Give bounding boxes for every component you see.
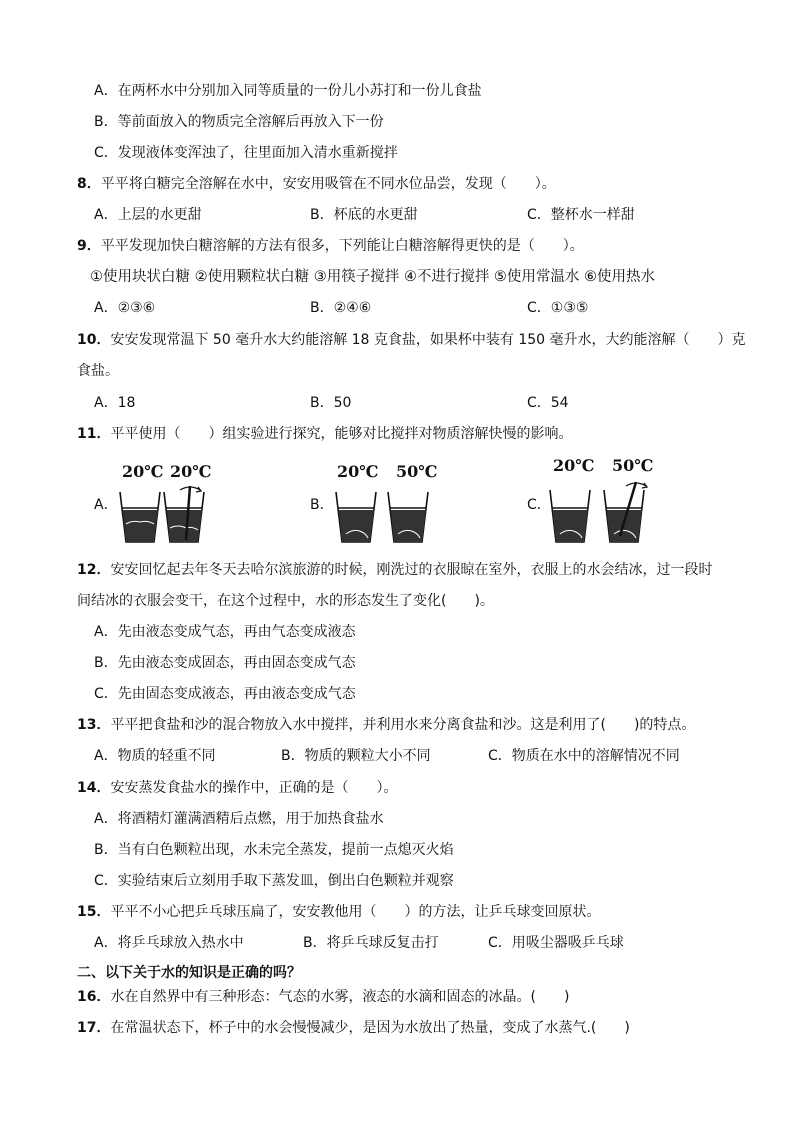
q9-text: 平平发现加快白糖溶解的方法有很多，下列能让白糖溶解得更快的是（ ）。 xyxy=(100,238,584,254)
q8-text: 平平将白糖完全溶解在水中，安安用吸管在不同水位品尝，发现（ ）。 xyxy=(100,176,556,192)
q12-stem xyxy=(77,561,712,579)
q10-stem xyxy=(77,331,746,349)
q11-c-temp-right: 50℃ xyxy=(612,456,654,475)
q11-c-temp-left: 20℃ xyxy=(553,456,595,475)
q9-number: 9． xyxy=(77,238,101,254)
q13-number: 13． xyxy=(77,717,111,733)
q7-option-a: A．在两杯水中分别加入同等质量的一份儿小苏打和一份儿食盐 xyxy=(94,83,482,99)
q11-b-temp-left: 20℃ xyxy=(337,462,379,481)
q13-text: 平平把食盐和沙的混合物放入水中搅拌，并利用水来分离食盐和沙。这是利用了( )的特点。 xyxy=(110,717,696,733)
q8-option-c: C．整杯水一样甜 xyxy=(527,207,635,223)
q9-items: ①使用块状白糖 ②使用颗粒状白糖 ③用筷子搅拌 ④不进行搅拌 ⑤使用常温水 ⑥使用热水 xyxy=(90,269,656,285)
q11-option-c-label: C． xyxy=(527,497,551,513)
q11-a-beakers xyxy=(118,484,208,546)
section-2-heading: 二、以下关于水的知识是正确的吗？ xyxy=(77,965,301,981)
q14-option-c: C．实验结束后立刻用手取下蒸发皿，倒出白色颗粒并观察 xyxy=(94,873,454,889)
q10-text-line2: 食盐。 xyxy=(77,363,119,379)
q11-option-b-label: B． xyxy=(310,497,334,513)
q10-option-b: B．50 xyxy=(310,395,352,411)
q16-text: 水在自然界中有三种形态：气态的水雾，液态的水滴和固态的冰晶。( ) xyxy=(110,989,570,1005)
q11-option-a-label: A． xyxy=(94,497,118,513)
q10-option-a: A．18 xyxy=(94,395,136,411)
q12-number: 12． xyxy=(77,562,111,578)
q15-option-c: C．用吸尘器吸乒乓球 xyxy=(488,935,624,951)
q12-text-line1: 安安回忆起去年冬天去哈尔滨旅游的时候，刚洗过的衣服晾在室外，衣服上的水会结冰，过一段时 xyxy=(110,562,713,578)
q11-stem xyxy=(77,425,572,443)
q15-option-b: B．将乒乓球反复击打 xyxy=(303,935,439,951)
q7-option-c: C．发现液体变浑浊了，往里面加入清水重新搅拌 xyxy=(94,145,398,161)
q10-text-line1: 安安发现常温下 50 毫升水大约能溶解 18 克食盐，如果杯中装有 150 毫升水，大约能溶解（ ）克 xyxy=(110,332,746,348)
q11-b-beakers xyxy=(334,484,434,546)
q14-number: 14． xyxy=(77,780,111,796)
q11-b-temp-right: 50℃ xyxy=(396,462,438,481)
q11-number: 11． xyxy=(77,426,111,442)
q17-stem xyxy=(77,1019,630,1037)
q11-a-temp-left: 20℃ xyxy=(122,462,164,481)
q8-option-a: A．上层的水更甜 xyxy=(94,207,202,223)
q11-c-beakers xyxy=(548,480,656,546)
q12-text-line2: 间结冰的衣服会变干，在这个过程中，水的形态发生了变化( )。 xyxy=(77,593,494,609)
q9-stem xyxy=(77,237,584,255)
q15-number: 15． xyxy=(77,904,111,920)
q11-a-temp-right: 20℃ xyxy=(170,462,212,481)
q14-option-b: B．当有白色颗粒出现，水未完全蒸发，提前一点熄灭火焰 xyxy=(94,842,454,858)
q8-stem xyxy=(77,175,556,193)
q14-stem xyxy=(77,779,397,797)
q12-option-c: C．先由固态变成液态，再由液态变成气态 xyxy=(94,686,356,702)
q13-option-a: A．物质的轻重不同 xyxy=(94,748,216,764)
q17-text: 在常温状态下，杯子中的水会慢慢减少，是因为水放出了热量，变成了水蒸气.( ) xyxy=(110,1020,630,1036)
q16-stem xyxy=(77,988,569,1006)
q10-number: 10． xyxy=(77,332,111,348)
q15-text: 平平不小心把乒乓球压扁了，安安教他用（ ）的方法，让乒乓球变回原状。 xyxy=(110,904,601,920)
q10-option-c: C．54 xyxy=(527,395,569,411)
q17-number: 17． xyxy=(77,1020,111,1036)
q15-stem xyxy=(77,903,600,921)
q9-option-b: B．②④⑥ xyxy=(310,300,372,316)
q7-option-b: B．等前面放入的物质完全溶解后再放入下一份 xyxy=(94,114,384,130)
q11-text: 平平使用（ ）组实验进行探究，能够对比搅拌对物质溶解快慢的影响。 xyxy=(110,426,573,442)
q13-option-c: C．物质在水中的溶解情况不同 xyxy=(488,748,680,764)
q12-option-a: A．先由液态变成气态，再由气态变成液态 xyxy=(94,624,356,640)
q15-option-a: A．将乒乓球放入热水中 xyxy=(94,935,244,951)
q9-option-c: C．①③⑤ xyxy=(527,300,589,316)
q14-option-a: A．将酒精灯灌满酒精后点燃，用于加热食盐水 xyxy=(94,811,384,827)
q13-stem xyxy=(77,716,695,734)
q8-option-b: B．杯底的水更甜 xyxy=(310,207,418,223)
q8-number: 8． xyxy=(77,176,101,192)
q13-option-b: B．物质的颗粒大小不同 xyxy=(281,748,431,764)
q16-number: 16． xyxy=(77,989,111,1005)
q9-option-a: A．②③⑥ xyxy=(94,300,156,316)
q12-option-b: B．先由液态变成固态，再由固态变成气态 xyxy=(94,655,356,671)
q14-text: 安安蒸发食盐水的操作中，正确的是（ ）。 xyxy=(110,780,398,796)
